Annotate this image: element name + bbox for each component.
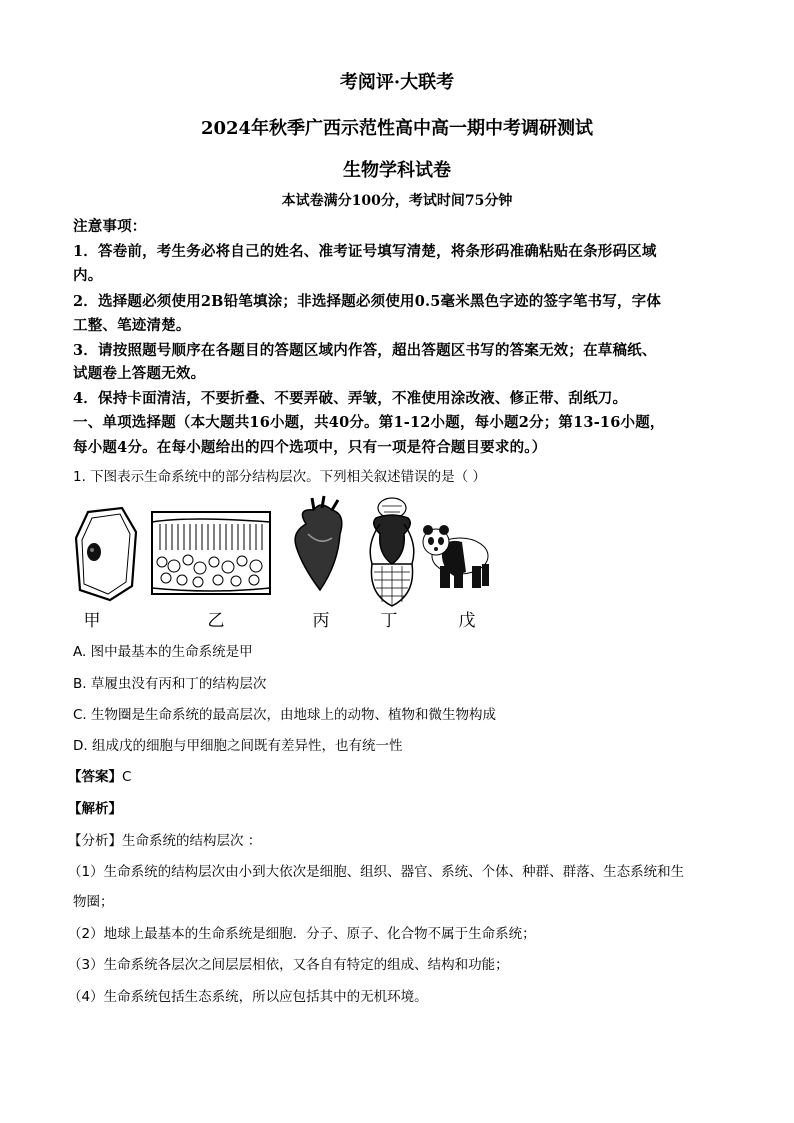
exam-title-line3: 生物学科试卷 <box>343 160 451 181</box>
figure-label-jia: 甲 <box>83 611 101 631</box>
exam-title-line2: 2024年秋季广西示范性高中高一期中考调研测试 <box>200 118 594 139</box>
exam-title-line1: 考阅评·大联考 <box>339 72 455 93</box>
exam-duration-note: 本试卷满分100分，考试时间75分钟 <box>281 193 513 209</box>
option-a: A. 图中最基本的生命系统是甲 <box>73 644 253 660</box>
option-c: C. 生物圈是生命系统的最高层次，由地球上的动物、植物和微生物构成 <box>73 707 497 723</box>
analysis-tag: 【解析】 <box>68 801 122 817</box>
notes-line: 内。 <box>73 267 103 284</box>
analysis-line: （3）生命系统各层次之间层层相依，又各自有特定的组成、结构和功能； <box>68 957 509 973</box>
notes-line: 工整、笔迹清楚。 <box>73 317 191 334</box>
question-stem: 1. 下图表示生命系统中的部分结构层次。下列相关叙述错误的是（ ） <box>73 469 486 485</box>
notes-line: 2．选择题必须使用2B铅笔填涂；非选择题必须使用0.5毫米黑色字迹的签字笔书写，字体 <box>73 293 662 310</box>
analysis-line: （2）地球上最基本的生命系统是细胞．分子、原子、化合物不属于生命系统； <box>68 926 536 942</box>
analysis-line: （4）生命系统包括生态系统，所以应包括其中的无机环境。 <box>68 989 428 1005</box>
section-heading: 一、单项选择题（本大题共16小题，共40分。第1-12小题，每小题2分；第13-16小题， <box>73 414 665 431</box>
heart-image <box>295 496 342 590</box>
figure-label-ding: 丁 <box>380 611 398 631</box>
figure-label-wu: 戊 <box>458 611 476 631</box>
option-d: D. 组成戊的细胞与甲细胞之间既有差异性，也有统一性 <box>73 738 403 754</box>
figure-label-bing: 丙 <box>312 611 330 631</box>
answer-line <box>68 765 131 785</box>
notes-line: 试题卷上答题无效。 <box>73 365 206 382</box>
life-levels-figure <box>70 494 490 634</box>
notes-heading: 注意事项： <box>73 218 147 235</box>
notes-line: 1．答卷前，考生务必将自己的姓名、准考证号填写清楚，将条形码准确粘贴在条形码区域 <box>73 243 657 260</box>
figure-label-yi: 乙 <box>207 611 225 631</box>
notes-line: 3．请按照题号顺序在各题目的答题区域内作答，超出答题区书写的答案无效；在草稿纸、 <box>73 342 657 359</box>
analysis-line: 【分析】生命系统的结构层次 ： <box>68 833 262 849</box>
analysis-line: 物圈； <box>73 894 114 910</box>
plant-cell-image <box>76 508 136 600</box>
circulatory-system-image <box>370 498 414 606</box>
notes-line: 4．保持卡面清洁，不要折叠、不要弄破、弄皱，不准使用涂改液、修正带、刮纸刀。 <box>73 390 628 407</box>
panda-image <box>423 525 489 588</box>
analysis-line: （1）生命系统的结构层次由小到大依次是细胞、组织、器官、系统、个体、种群、群落、生态系统和生 <box>68 864 685 880</box>
leaf-tissue-image <box>152 512 270 594</box>
answer-value: C <box>122 769 132 785</box>
option-b: B. 草履虫没有丙和丁的结构层次 <box>73 676 267 692</box>
answer-tag: 【答案】 <box>68 769 122 785</box>
section-heading-cont: 每小题4分。在每小题给出的四个选项中，只有一项是符合题目要求的。） <box>73 439 547 456</box>
